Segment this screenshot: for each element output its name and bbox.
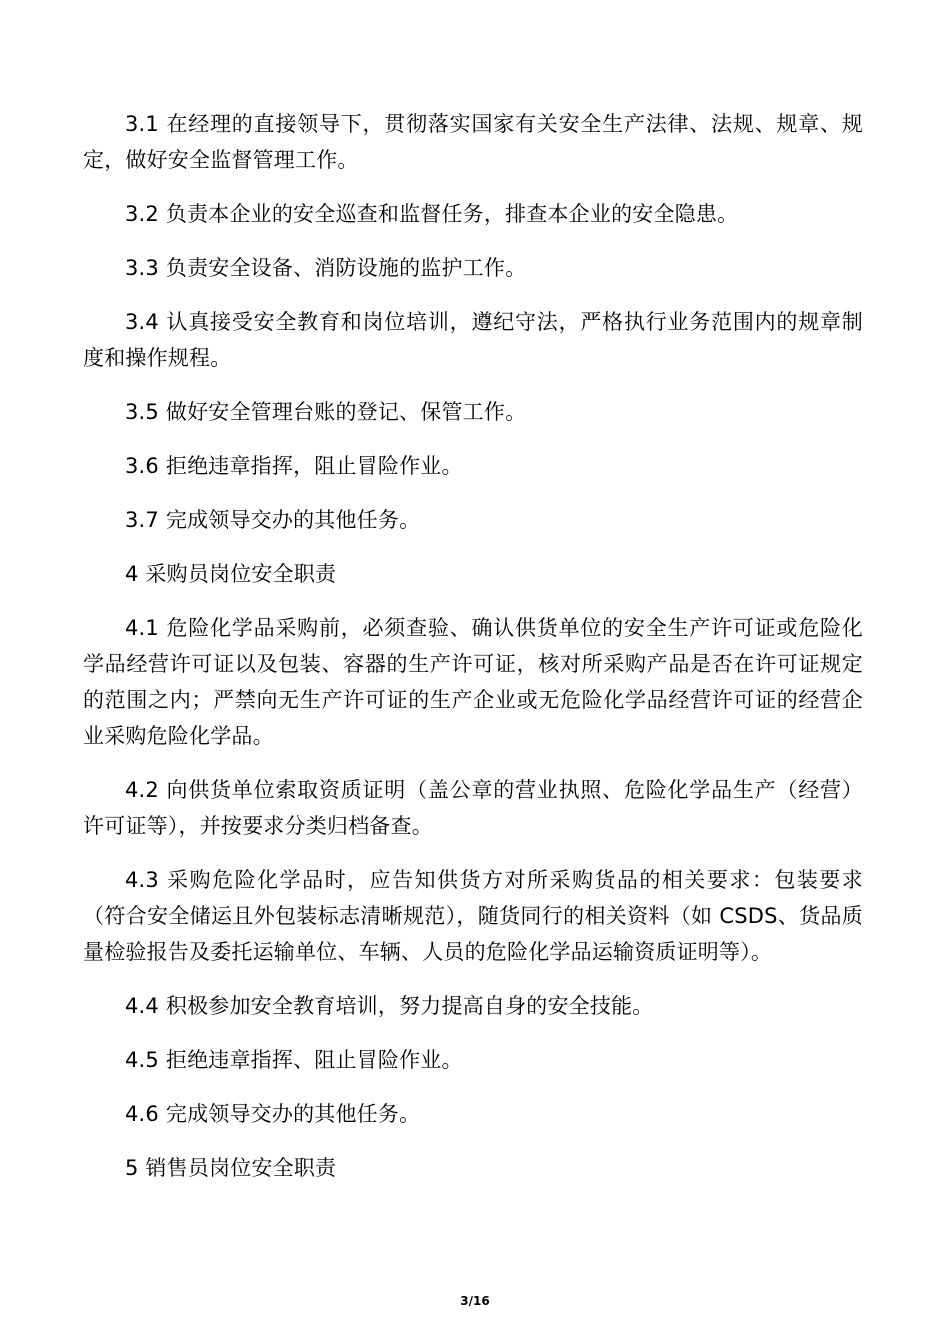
paragraph-3-2: 3.2 负责本企业的安全巡查和监督任务，排查本企业的安全隐患。 — [125, 202, 739, 226]
paragraph-4-3: 4.3 采购危险化学品时，应告知供货方对所采购货品的相关要求：包装要求（符合安全储运且外包装标志清晰规范），随货同行的相关资料（如 CSDS、货品质量检验报告及委托运输单位、车辆、人员的危险化学品运输资质证明等）。 — [83, 868, 863, 964]
paragraph-3-7: 3.7 完成领导交办的其他任务。 — [125, 508, 421, 532]
paragraph-3-5: 3.5 做好安全管理台账的登记、保管工作。 — [125, 400, 527, 424]
paragraph-4-5: 4.5 拒绝违章指挥、阻止冒险作业。 — [125, 1048, 463, 1072]
section-heading-5: 5 销售员岗位安全职责 — [125, 1156, 337, 1180]
document-body — [83, 106, 863, 1204]
paragraph-4-2: 4.2 向供货单位索取资质证明（盖公章的营业执照、危险化学品生产（经营）许可证等），并按要求分类归档备查。 — [83, 778, 863, 838]
paragraph-3-4: 3.4 认真接受安全教育和岗位培训，遵纪守法，严格执行业务范围内的规章制度和操作规程。 — [83, 310, 863, 370]
paragraph-3-1: 3.1 在经理的直接领导下，贯彻落实国家有关安全生产法律、法规、规章、规定，做好安全监督管理工作。 — [83, 112, 863, 172]
paragraph-3-3: 3.3 负责安全设备、消防设施的监护工作。 — [125, 256, 527, 280]
paragraph-4-1: 4.1 危险化学品采购前，必须查验、确认供货单位的安全生产许可证或危险化学品经营许可证以及包装、容器的生产许可证，核对所采购产品是否在许可证规定的范围之内；严禁向无生产许可证的生产企业或无危险化学品经营许可证的经营企业采购危险化学品。 — [83, 616, 863, 748]
paragraph-4-6: 4.6 完成领导交办的其他任务。 — [125, 1102, 421, 1126]
paragraph-3-6: 3.6 拒绝违章指挥，阻止冒险作业。 — [125, 454, 463, 478]
section-heading-4: 4 采购员岗位安全职责 — [125, 562, 337, 586]
page-number: 3/16 — [460, 1294, 490, 1308]
paragraph-4-4: 4.4 积极参加安全教育培训，努力提高自身的安全技能。 — [125, 994, 654, 1018]
